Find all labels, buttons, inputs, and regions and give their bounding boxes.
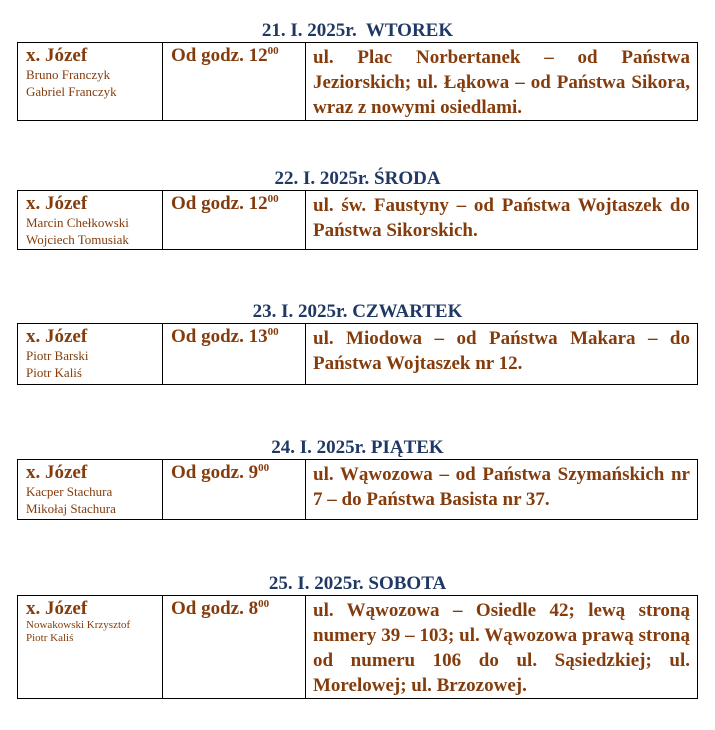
schedule-table: [17, 459, 698, 520]
time-prefix: Od godz.: [171, 193, 249, 214]
team-cell: [18, 460, 163, 520]
day-title: 23. I. 2025r. CZWARTEK: [252, 301, 463, 322]
route-text: ul. Wąwozowa – od Państwa Szymańskich nr 7 – do Państwa Basista nr 37.: [313, 464, 690, 510]
time-prefix: Od godz.: [171, 598, 249, 619]
time-minutes: 00: [267, 326, 279, 338]
helper-name: Marcin Chełkowski: [26, 215, 129, 230]
time-hour: 8: [248, 598, 259, 619]
day-title: 21. I. 2025r. WTOREK: [261, 20, 454, 41]
route-text: ul. Miodowa – od Państwa Makara – do Państwa Wojtaszek nr 12.: [313, 328, 690, 374]
time-cell: [163, 596, 306, 699]
helper-name: Bruno Franczyk: [26, 67, 111, 82]
schedule-table: [17, 595, 698, 699]
helper-name: Kacper Stachura: [26, 484, 113, 499]
time-cell: [163, 460, 306, 520]
time-hour: 9: [248, 462, 259, 483]
helper-name: Piotr Kaliś: [26, 632, 74, 644]
helper-name: Nowakowski Krzysztof: [26, 619, 131, 631]
day-block: [17, 437, 698, 520]
time-cell: [163, 324, 306, 385]
schedule-table: [17, 190, 698, 250]
time-prefix: Od godz.: [171, 462, 249, 483]
day-block: [17, 573, 698, 699]
route-cell: [306, 324, 698, 385]
helper-name: Piotr Kaliś: [26, 365, 82, 380]
day-block: [17, 20, 698, 121]
priest-name: x. Józef: [26, 45, 88, 66]
day-block: [17, 168, 698, 250]
priest-name: x. Józef: [26, 326, 88, 347]
time-minutes: 00: [267, 45, 279, 57]
time-prefix: Od godz.: [171, 326, 249, 347]
day-block: [17, 301, 698, 385]
route-cell: [306, 596, 698, 699]
helper-name: Wojciech Tomusiak: [26, 232, 129, 247]
route-text: ul. św. Faustyny – od Państwa Wojtaszek do Państwa Sikorskich.: [313, 195, 690, 241]
priest-name: x. Józef: [26, 598, 88, 619]
team-cell: [18, 43, 163, 121]
day-title: 25. I. 2025r. SOBOTA: [268, 573, 447, 594]
helper-name: Piotr Barski: [26, 348, 89, 363]
route-text: ul. Wąwozowa – Osiedle 42; lewą stroną numery 39 – 103; ul. Wąwozowa prawą stroną od numeru 106 do ul. Sąsiedzkiej; ul. Morelowej; ul. Brzozowej.: [313, 600, 690, 696]
time-hour: 13: [248, 326, 268, 347]
time-cell: [163, 191, 306, 250]
helper-name: Gabriel Franczyk: [26, 84, 117, 99]
time-minutes: 00: [258, 462, 270, 474]
route-cell: [306, 43, 698, 121]
time-hour: 12: [248, 45, 268, 66]
route-text: ul. Plac Norbertanek – od Państwa Jeziorskich; ul. Łąkowa – od Państwa Sikora, wraz z nowymi osiedlami.: [313, 47, 690, 118]
team-cell: [18, 191, 163, 250]
time-prefix: Od godz.: [171, 45, 249, 66]
schedule-table: [17, 323, 698, 385]
day-title: 24. I. 2025r. PIĄTEK: [271, 437, 444, 458]
priest-name: x. Józef: [26, 462, 88, 483]
helper-name: Mikołaj Stachura: [26, 501, 116, 516]
schedule-table: [17, 42, 698, 121]
team-cell: [18, 596, 163, 699]
time-minutes: 00: [267, 193, 279, 205]
route-cell: [306, 460, 698, 520]
day-title: 22. I. 2025r. ŚRODA: [274, 168, 441, 189]
team-cell: [18, 324, 163, 385]
time-hour: 12: [248, 193, 268, 214]
time-cell: [163, 43, 306, 121]
route-cell: [306, 191, 698, 250]
priest-name: x. Józef: [26, 193, 88, 214]
time-minutes: 00: [258, 598, 270, 610]
